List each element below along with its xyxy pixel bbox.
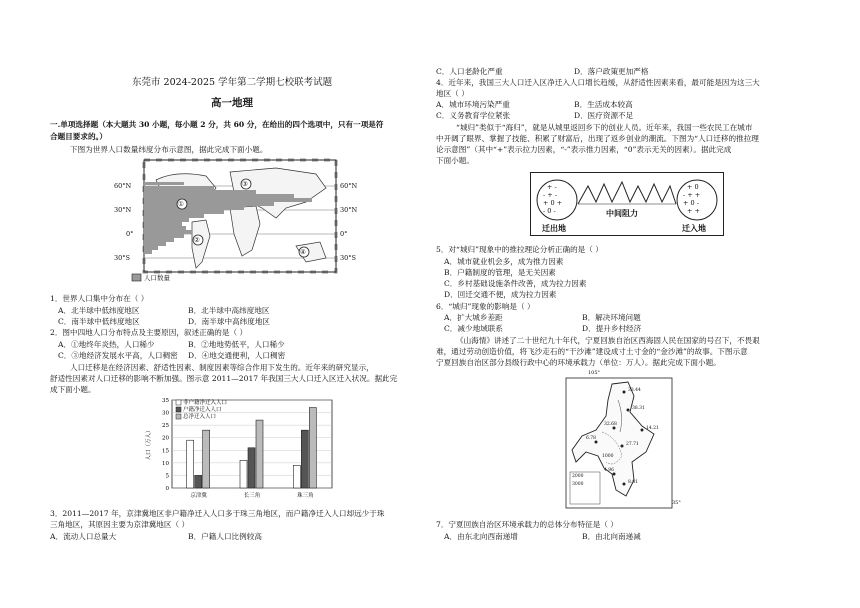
bar	[195, 475, 202, 488]
capacity-value-6: 6.78	[586, 436, 597, 441]
bar	[301, 430, 308, 488]
in-symbols-row1: + 0	[687, 183, 699, 191]
q4-stem-cont: 地区（ ）	[436, 89, 469, 98]
q4-stem: 4．近年来，我国三大人口迁入区净迁入人口增长趋缓，从舒适性因素来看，最可能是因为这三大	[436, 78, 760, 87]
x-category-label: 京津冀	[190, 493, 207, 499]
q5-option-a: A．城市就业机会多，成为推力因素	[444, 257, 564, 266]
capacity-value-7: 4.96	[604, 468, 615, 473]
q6-stem: 6．“城归”现象的影响是（ ）	[436, 302, 535, 311]
marker-3: ③	[242, 180, 248, 188]
y-tick-label: 20	[162, 435, 169, 442]
migration-paragraph: 人口迁移是在经济因素、舒适性因素、制度因素等综合作用下发生的。近年来的研究显示，	[70, 363, 374, 372]
q2-stem: 2．图中四地人口分布特点及主要原因，叙述正确的是（ ）	[50, 328, 248, 337]
middle-resistance-label: 中间阻力	[606, 208, 638, 218]
bar	[293, 465, 300, 488]
bar	[203, 430, 210, 488]
y-tick-label: 25	[162, 423, 169, 430]
capacity-value-3: 14.21	[646, 426, 659, 431]
q7-stem: 7．宁夏回族自治区环境承载力的总体分布特征是（ ）	[436, 520, 618, 529]
q6-option-a: A．扩大城乡差距	[444, 313, 503, 322]
out-symbols-row2: - + -	[543, 191, 557, 199]
y-tick-label: 0	[165, 486, 169, 492]
out-symbols-row3: + 0 +	[543, 199, 563, 207]
q3-option-c: C．人口老龄化严重	[436, 67, 503, 76]
capacity-value-1: 33.44	[628, 388, 641, 393]
q1-intro: 下图为世界人口数量纬度分布示意图，据此完成下面小题。	[70, 145, 268, 154]
push-pull-diagram	[530, 172, 724, 236]
shanhaiqing-paragraph-line3: 宁夏回族自治区部分县级行政中心的环境承载力（单位：万人）。据此完成下面小题。	[436, 358, 721, 367]
q7-option-b: B．由北向南递减	[582, 532, 641, 541]
out-symbols-row4: - 0 -	[543, 207, 556, 215]
q6-option-c: C．减少地域联系	[444, 324, 503, 333]
lat-label-0-right: 0°	[340, 230, 348, 238]
q3-option-b: B．户籍人口比例较高	[188, 532, 262, 541]
legend-label: 户籍净迁入人口	[183, 407, 222, 413]
lat-label-30n-right: 30°N	[340, 206, 358, 214]
legend-swatch	[176, 414, 181, 419]
contour-label-3000: 3000	[572, 482, 584, 487]
q1-option-c: C．南半球中低纬度地区	[58, 317, 140, 326]
q4-option-c: C．义务教育学位紧张	[436, 111, 511, 120]
contour-label-1000: 1000	[602, 454, 614, 459]
out-place-label: 迁出地	[542, 223, 566, 233]
q5-option-c: C．乡村基础设施条件改善，成为拉力因素	[444, 279, 587, 288]
lat-label: 35°	[672, 500, 681, 506]
lat-label-60n-right: 60°N	[340, 182, 358, 190]
bar	[187, 440, 194, 488]
q4-option-a: A．城市环境污染严重	[436, 100, 510, 109]
legend-label: 总净迁入人口	[183, 414, 217, 420]
q2-option-c: C．③地经济发展水平高，人口稠密	[58, 351, 178, 360]
section-heading: 一.单项选择题（本大题共 30 小题，每小题 2 分，共 60 分，在给出的四个选项中，只有一项是符	[50, 120, 384, 129]
shanhaiqing-paragraph-line2: 难，通过劳动创造价值，将飞沙走石的“干沙滩”建设成寸土寸金的“金沙滩”的故事。下图示意	[436, 347, 748, 356]
chenggui-paragraph-line4: 下面小题。	[436, 156, 474, 165]
y-axis-label: 人口（万人）	[146, 427, 152, 461]
q1-option-d: D．南半球中高纬度地区	[188, 317, 271, 326]
q4-option-b: B．生活成本较高	[574, 100, 633, 109]
migration-paragraph-line2: 舒适性因素对人口迁移的影响不断加强。图示意 2011—2017 年我国三大人口迁入区迁入状况。据此完	[50, 374, 398, 383]
marker-4: ④	[300, 248, 306, 256]
lat-label-30n-left: 30°N	[114, 206, 132, 214]
lat-label-0-left: 0°	[126, 230, 134, 238]
bar	[309, 408, 316, 488]
exam-title: 东莞市 2024-2025 学年第二学期七校联考试题	[132, 77, 333, 88]
in-place-label: 迁入地	[682, 223, 706, 233]
capacity-value-4: 32.68	[604, 422, 617, 427]
chenggui-paragraph-line3: 论示意图”（其中“+”表示拉力因素，“-”表示推力因素，“0”表示无关的因素）。据此完成	[436, 145, 732, 154]
lat-label-60n-left: 60°N	[114, 182, 132, 190]
q2-option-a: A．①地终年炎热，人口稀少	[58, 340, 155, 349]
y-tick-label: 15	[162, 448, 169, 455]
subject-title: 高一地理	[211, 97, 253, 109]
q1-stem: 1．世界人口集中分布在（ ）	[50, 294, 149, 303]
section-heading-cont: 合题目要求的。）	[50, 132, 107, 141]
q4-option-d: D．医疗资源不足	[574, 111, 634, 120]
x-category-label: 长三角	[243, 493, 261, 499]
x-category-label: 珠三角	[297, 493, 314, 499]
q6-option-d: D．提升乡村经济	[582, 324, 642, 333]
in-symbols-row3: + 0 -	[683, 199, 699, 207]
lat-label-30s-left: 30°S	[114, 254, 130, 262]
q2-option-b: B．②地地势低平，人口稀少	[188, 340, 285, 349]
bar	[248, 448, 255, 488]
legend-swatch	[176, 400, 181, 405]
out-symbols-row1: + -	[547, 183, 557, 191]
q1-option-b: B．北半球中高纬度地区	[188, 306, 270, 315]
q2-option-d: D．④地交通便利，人口稠密	[188, 351, 286, 360]
q5-option-b: B．户籍制度的管理，是无关因素	[444, 268, 556, 277]
in-symbols-row4: + +	[687, 207, 700, 215]
capacity-value-5: 27.71	[626, 442, 639, 447]
q3-option-d: D．落户政策更加严格	[574, 67, 649, 76]
shanhaiqing-paragraph: 《山海情》讲述了二十世纪九十年代，宁夏回族自治区西海固人民在国家的号召下，不畏艰	[456, 336, 760, 345]
capacity-value-8: 8.81	[628, 480, 639, 485]
contour-label-2000: 2000	[572, 474, 584, 479]
map-legend-label: 人口数量	[144, 274, 170, 282]
legend-swatch	[176, 407, 181, 412]
bar	[240, 460, 247, 488]
migration-paragraph-line3: 成下面小题。	[50, 385, 96, 394]
capacity-value-2: 38.31	[632, 406, 645, 411]
q5-option-d: D．回迁交通不便，成为拉力因素	[444, 290, 557, 299]
chenggui-paragraph-line2: 中开阔了眼界、掌握了技能、积累了财富后，出现了返乡创业的潮流。下图为“人口迁移的推拉理	[436, 134, 759, 143]
y-tick-label: 30	[162, 410, 169, 417]
lat-label-30s-right: 30°S	[340, 254, 356, 262]
q3-stem-cont: 三角地区，其原因主要为京津冀地区（ ）	[50, 520, 190, 529]
q7-option-a: A．由东北向西南递增	[444, 532, 518, 541]
q5-stem: 5．对“城归”现象中的推拉理论分析正确的是（ ）	[436, 245, 603, 254]
bar	[256, 420, 263, 488]
lon-label: 105°	[588, 370, 601, 376]
q3-stem: 3．2011—2017 年，京津冀地区非户籍净迁入人口多于珠三角地区，而户籍净迁入人口却远少于珠	[50, 509, 385, 518]
q6-option-b: B．解决环境问题	[582, 313, 641, 322]
marker-1: ①	[178, 200, 184, 208]
q3-option-a: A．流动人口总量大	[50, 532, 117, 541]
q1-option-a: A．北半球中低纬度地区	[58, 306, 140, 315]
world-population-map	[114, 158, 358, 290]
migration-bar-chart	[140, 394, 340, 502]
y-tick-label: 35	[162, 398, 169, 404]
marker-2: ②	[194, 236, 200, 244]
in-symbols-row2: - + +	[683, 191, 701, 199]
y-tick-label: 10	[162, 460, 169, 467]
legend-label: 非户籍净迁入人口	[183, 400, 228, 406]
chenggui-paragraph: “城归”类似于“海归”，就是从城里返回乡下的创业人员。近年来，我国一些农民工在城市	[456, 123, 753, 132]
y-tick-label: 5	[165, 473, 169, 480]
ningxia-capacity-map	[562, 372, 682, 512]
